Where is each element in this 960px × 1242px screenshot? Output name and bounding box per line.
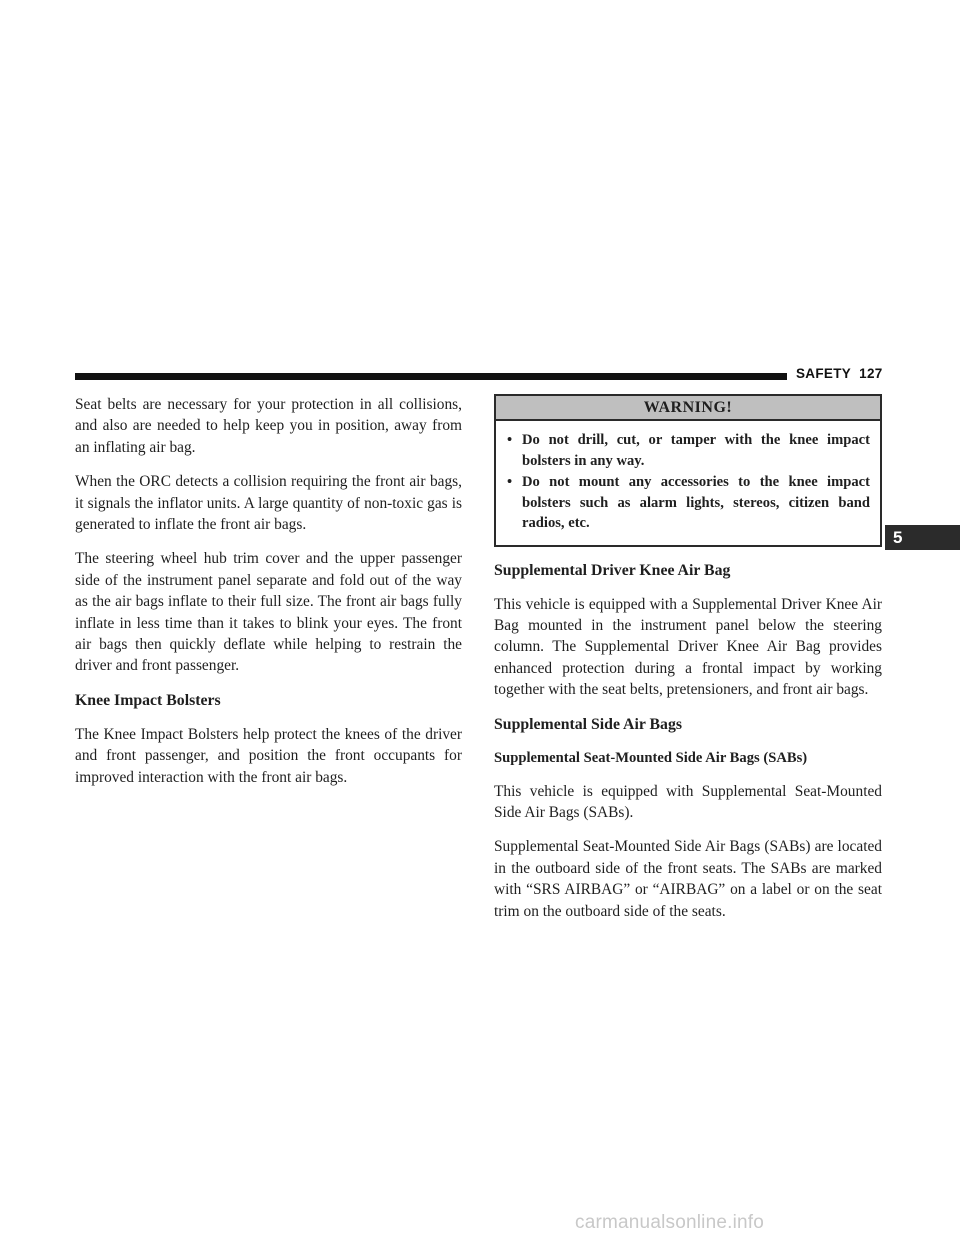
chapter-tab [885, 525, 960, 550]
running-header [796, 366, 883, 381]
heading-driver-knee-air-bag: Supplemental Driver Knee Air Bag [494, 561, 731, 579]
warning-list [496, 421, 880, 545]
paragraph-knee-bolsters: The Knee Impact Bolsters help protect the knees of the driver and front passenger, and position the front occupants for improved interaction with the front air bags. [75, 725, 462, 786]
header-rule [75, 373, 787, 380]
paragraph-sab-equipped: This vehicle is equipped with Supplemental Seat-Mounted Side Air Bags (SABs). [494, 782, 882, 821]
warning-item-text: Do not mount any accessories to the knee impact bolsters such as alarm lights, stereos, citizen band radios, etc. [522, 474, 870, 531]
right-column [494, 394, 882, 935]
warning-box [494, 394, 882, 547]
paragraph-seat-belts: Seat belts are necessary for your protection in all collisions, and also are needed to help keep you in position, away from an inflating air bag. [75, 396, 462, 456]
warning-title: WARNING! [496, 396, 880, 421]
left-column [75, 394, 462, 801]
paragraph-orc-detects: When the ORC detects a collision requiring the front air bags, it signals the inflator units. A large quantity of non-toxic gas is generated to inflate the front air bags. [75, 473, 462, 534]
paragraph-sab-location: Supplemental Seat-Mounted Side Air Bags (SABs) are located in the outboard side of the front seats. The SABs are marked with “SRS AIRBAG” or “AIRBAG” on a label or on the seat trim on the outboard side of the seats. [494, 838, 882, 920]
bullet-icon: • [507, 432, 513, 448]
page-number: 127 [859, 366, 883, 381]
watermark: carmanualsonline.info [575, 1212, 765, 1233]
warning-item [506, 472, 870, 534]
chapter-number: 5 [893, 528, 903, 547]
heading-knee-impact-bolsters: Knee Impact Bolsters [75, 691, 221, 709]
header-section: SAFETY [796, 366, 852, 381]
paragraph-steering-wheel: The steering wheel hub trim cover and the upper passenger side of the instrument panel separate and fold out of the way as the air bags inflate to their full size. The front air bags fully inflate in less time than it takes to blink your eyes. The front air bags then quickly deflate while helping to restrain the driver and front passenger. [75, 550, 462, 675]
bullet-icon: • [507, 474, 513, 490]
warning-item-text: Do not drill, cut, or tamper with the knee impact bolsters in any way. [522, 432, 870, 469]
warning-item [506, 430, 870, 471]
heading-side-air-bags: Supplemental Side Air Bags [494, 715, 682, 733]
paragraph-driver-knee-air-bag: This vehicle is equipped with a Supplemental Driver Knee Air Bag mounted in the instrument panel below the steering column. The Supplemental Driver Knee Air Bag provides enhanced protection during a frontal impact by working together with the seat belts, pretensioners, and front air bags. [494, 595, 882, 699]
heading-seat-mounted-sabs: Supplemental Seat-Mounted Side Air Bags (SABs) [494, 749, 808, 766]
